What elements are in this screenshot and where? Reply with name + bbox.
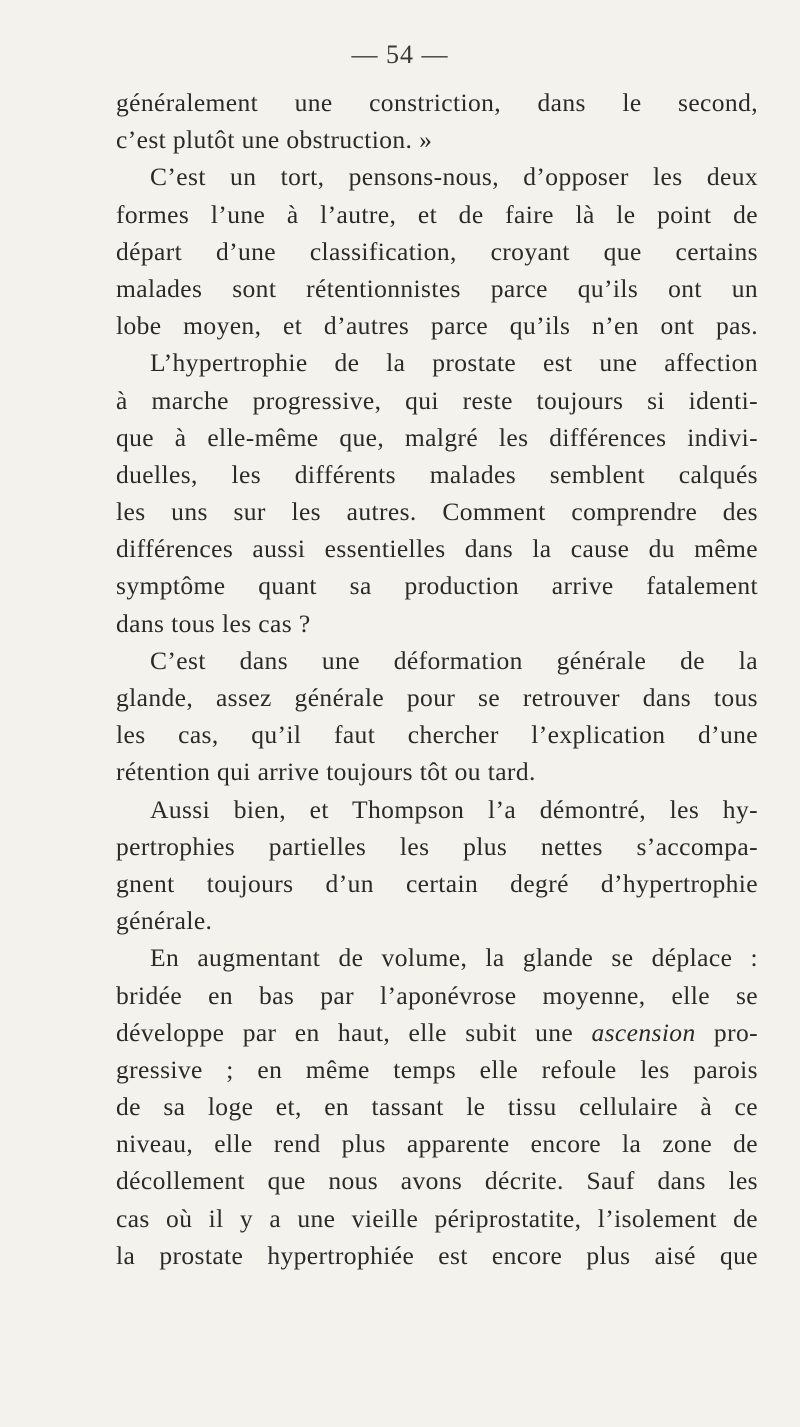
text-line: En augmentant de volume, la glande se déplace : — [150, 943, 758, 973]
text-segment: développe par en haut, elle subit une — [116, 1017, 574, 1047]
text-line: généralement une constriction, dans le second, — [116, 88, 758, 117]
text-line: niveau, elle rend plus apparente encore la zone de — [116, 1129, 758, 1159]
text-line: duelles, les différents malades semblent calqués — [116, 459, 758, 489]
text-line-with-italic — [116, 1014, 758, 1051]
text-line: rétention qui arrive toujours tôt ou tard. — [116, 757, 536, 787]
text-line: c’est plutôt une obstruction. » — [116, 125, 433, 155]
text-line: L’hypertrophie de la prostate est une affection — [150, 348, 758, 378]
text-line: C’est un tort, pensons-nous, d’opposer les deux — [150, 162, 758, 192]
text-line: C’est dans une déformation générale de la — [150, 645, 758, 675]
text-line: de sa loge et, en tassant le tissu cellulaire à ce — [116, 1092, 758, 1122]
text-line: bridée en bas par l’aponévrose moyenne, elle se — [116, 980, 758, 1010]
text-line: à marche progressive, qui reste toujours si identi- — [116, 385, 758, 415]
text-line: les cas, qu’il faut chercher l’explication d’une — [116, 720, 758, 750]
text-line: la prostate hypertrophiée est encore plus aisé que — [116, 1240, 758, 1270]
text-line: symptôme quant sa production arrive fatalement — [116, 571, 758, 601]
text-line: glande, assez générale pour se retrouver dans tous — [116, 683, 758, 712]
text-line: gnent toujours d’un certain degré d’hypertrophie — [116, 868, 758, 898]
text-line: cas où il y a une vieille périprostatite, l’isolement de — [116, 1203, 758, 1233]
text-line: décollement que nous avons décrite. Sauf dans les — [116, 1166, 758, 1196]
text-line: Aussi bien, et Thompson l’a démontré, les hy- — [150, 794, 758, 824]
text-line: formes l’une à l’autre, et de faire là le point de — [116, 199, 758, 229]
text-line: que à elle-même que, malgré les différences indivi- — [116, 422, 758, 452]
text-line: dans tous les cas ? — [116, 608, 311, 638]
text-line: différences aussi essentielles dans la cause du même — [116, 534, 758, 564]
text-line: générale. — [116, 906, 213, 936]
body-text — [116, 84, 758, 1274]
text-line: gressive ; en même temps elle refoule les parois — [116, 1054, 758, 1084]
text-line: malades sont rétentionnistes parce qu’ils ont un — [116, 273, 758, 303]
text-line: les uns sur les autres. Comment comprendre des — [116, 497, 758, 527]
text-line: départ d’une classification, croyant que certains — [116, 236, 758, 266]
italic-term: ascension — [591, 1017, 696, 1047]
text-line: pertrophies partielles les plus nettes s’accompa- — [116, 831, 758, 861]
page-number: — 54 — — [351, 40, 449, 69]
text-line: lobe moyen, et d’autres parce qu’ils n’en ont pas. — [116, 311, 758, 341]
text-segment: pro- — [713, 1017, 759, 1047]
